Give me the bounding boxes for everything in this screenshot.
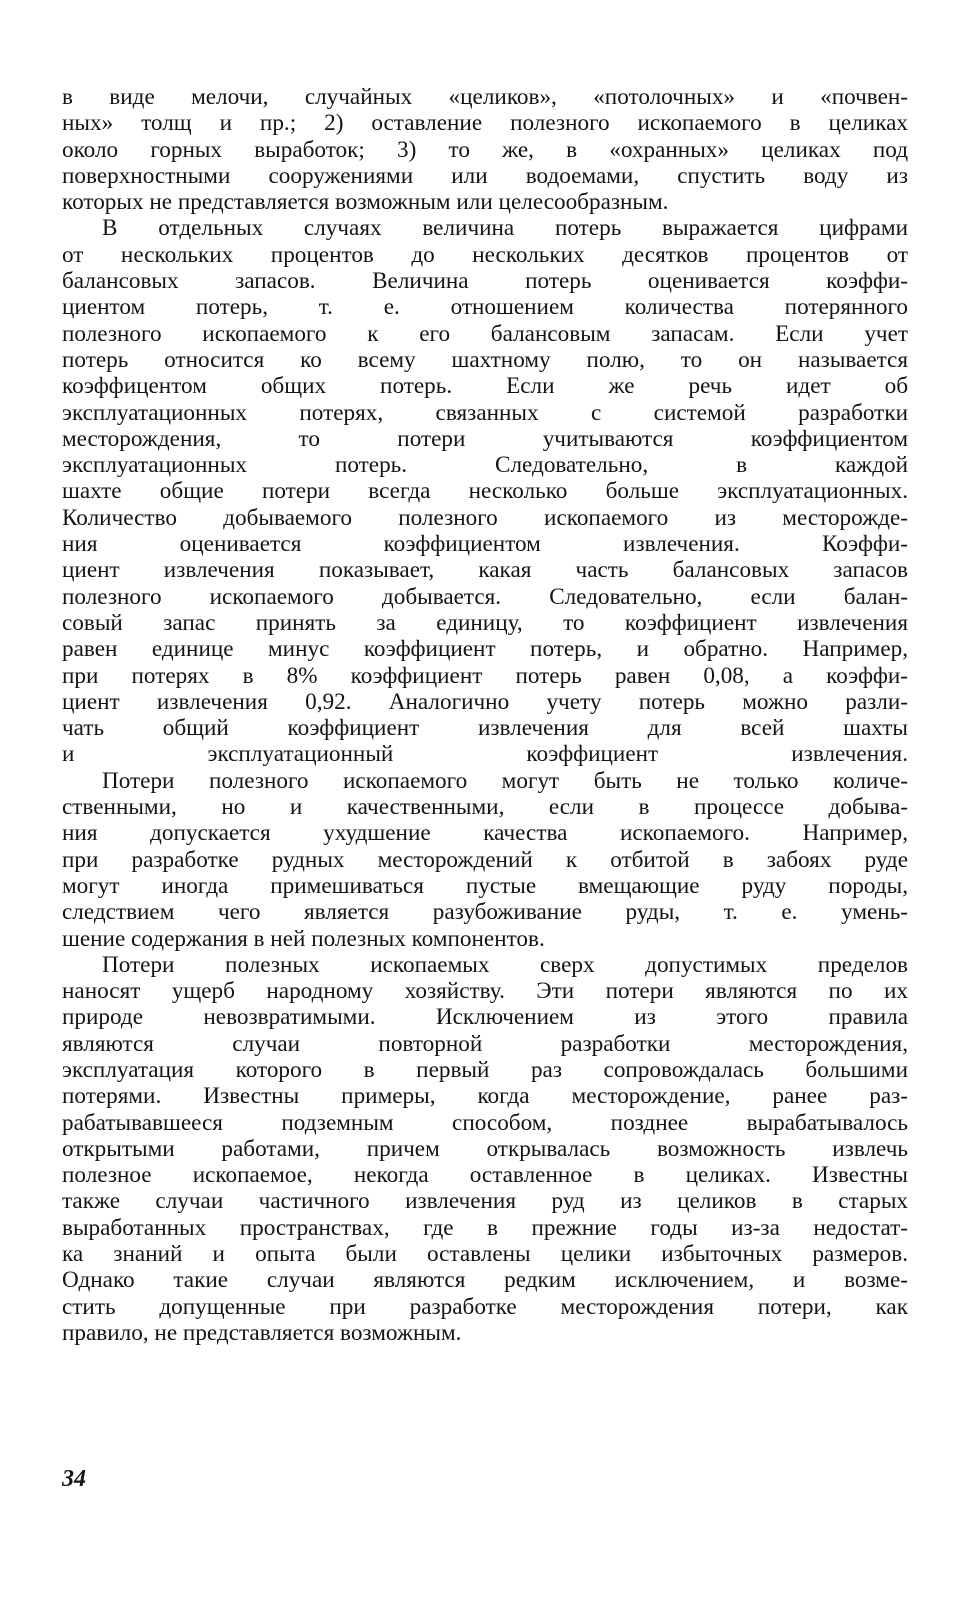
text-line: циентом потерь, т. е. отношением количества потерянного bbox=[62, 294, 908, 321]
text-line: Количество добываемого полезного ископаемого из месторожде- bbox=[62, 504, 908, 531]
page-text-body bbox=[62, 84, 908, 1346]
text-line: Однако такие случаи являются редким исключением, и возме- bbox=[62, 1267, 908, 1294]
text-line: шение содержания в ней полезных компонентов. bbox=[62, 925, 545, 952]
text-line: могут иногда примешиваться пустые вмещающие руду породы, bbox=[62, 872, 908, 899]
text-line: правило, не представляется возможным. bbox=[62, 1319, 462, 1346]
text-line: при потерях в 8% коэффициент потерь равен 0,08, а коэффи- bbox=[62, 662, 908, 689]
text-line: рабатывавшееся подземным способом, позднее вырабатывалось bbox=[62, 1109, 908, 1136]
text-line: Потери полезного ископаемого могут быть не только количе- bbox=[102, 767, 908, 794]
text-line: Потери полезных ископаемых сверх допустимых пределов bbox=[102, 951, 908, 978]
text-line: при разработке рудных месторождений к отбитой в забоях руде bbox=[62, 846, 908, 873]
text-line: месторождения, то потери учитываются коэффициентом bbox=[62, 425, 908, 452]
text-line: полезное ископаемое, некогда оставленное в целиках. Известны bbox=[62, 1162, 908, 1189]
text-line: потерь относится ко всему шахтному полю, то он называется bbox=[62, 346, 908, 373]
text-line: и эксплуатационный коэффициент извлечения. bbox=[62, 741, 908, 768]
text-line: шахте общие потери всегда несколько больше эксплуатационных. bbox=[62, 478, 908, 505]
text-line: потерями. Известны примеры, когда месторождение, ранее раз- bbox=[62, 1083, 908, 1110]
text-line: эксплуатационных потерь. Следовательно, в каждой bbox=[62, 452, 908, 479]
text-line: в виде мелочи, случайных «целиков», «потолочных» и «почвен- bbox=[62, 84, 908, 110]
text-line: ния допускается ухудшение качества ископаемого. Например, bbox=[62, 820, 908, 847]
text-line: ния оценивается коэффициентом извлечения. Коэффи- bbox=[62, 531, 908, 558]
text-line: поверхностными сооружениями или водоемами, спустить воду из bbox=[62, 162, 908, 189]
text-line: ных» толщ и пр.; 2) оставление полезного ископаемого в целиках bbox=[62, 110, 908, 137]
text-line: стить допущенные при разработке месторождения потери, как bbox=[62, 1293, 908, 1320]
text-line: В отдельных случаях величина потерь выражается цифрами bbox=[102, 215, 908, 242]
text-line: следствием чего является разубоживание руды, т. е. умень- bbox=[62, 899, 908, 926]
text-line: равен единице минус коэффициент потерь, и обратно. Например, bbox=[62, 636, 908, 663]
text-line: от нескольких процентов до нескольких десятков процентов от bbox=[62, 241, 908, 268]
text-line: также случаи частичного извлечения руд из целиков в старых bbox=[62, 1188, 908, 1215]
text-line: совый запас принять за единицу, то коэффициент извлечения bbox=[62, 609, 908, 636]
text-line: циент извлечения 0,92. Аналогично учету потерь можно разли- bbox=[62, 688, 908, 715]
text-line: чать общий коэффициент извлечения для всей шахты bbox=[62, 715, 908, 742]
text-line: балансовых запасов. Величина потерь оценивается коэффи- bbox=[62, 268, 908, 295]
text-line: ка знаний и опыта были оставлены целики избыточных размеров. bbox=[62, 1241, 908, 1268]
text-line: наносят ущерб народному хозяйству. Эти потери являются по их bbox=[62, 978, 908, 1005]
text-line: полезного ископаемого добывается. Следовательно, если балан- bbox=[62, 583, 908, 610]
text-line: которых не представляется возможным или целесообразным. bbox=[62, 189, 669, 216]
text-line: являются случаи повторной разработки месторождения, bbox=[62, 1030, 908, 1057]
text-line: ственными, но и качественными, если в процессе добыва- bbox=[62, 794, 908, 821]
text-line: эксплуатационных потерях, связанных с системой разработки bbox=[62, 399, 908, 426]
text-line: коэффицентом общих потерь. Если же речь идет об bbox=[62, 373, 908, 400]
text-line: природе невозвратимыми. Исключением из этого правила bbox=[62, 1004, 908, 1031]
text-line: эксплуатация которого в первый раз сопровождалась большими bbox=[62, 1056, 908, 1083]
page-number: 34 bbox=[62, 1466, 86, 1492]
text-line: полезного ископаемого к его балансовым запасам. Если учет bbox=[62, 320, 908, 347]
text-line: около горных выработок; 3) то же, в «охранных» целиках под bbox=[62, 136, 908, 163]
text-line: открытыми работами, причем открывалась возможность извлечь bbox=[62, 1135, 908, 1162]
text-line: циент извлечения показывает, какая часть балансовых запасов bbox=[62, 557, 908, 584]
text-line: выработанных пространствах, где в прежние годы из-за недостат- bbox=[62, 1214, 908, 1241]
